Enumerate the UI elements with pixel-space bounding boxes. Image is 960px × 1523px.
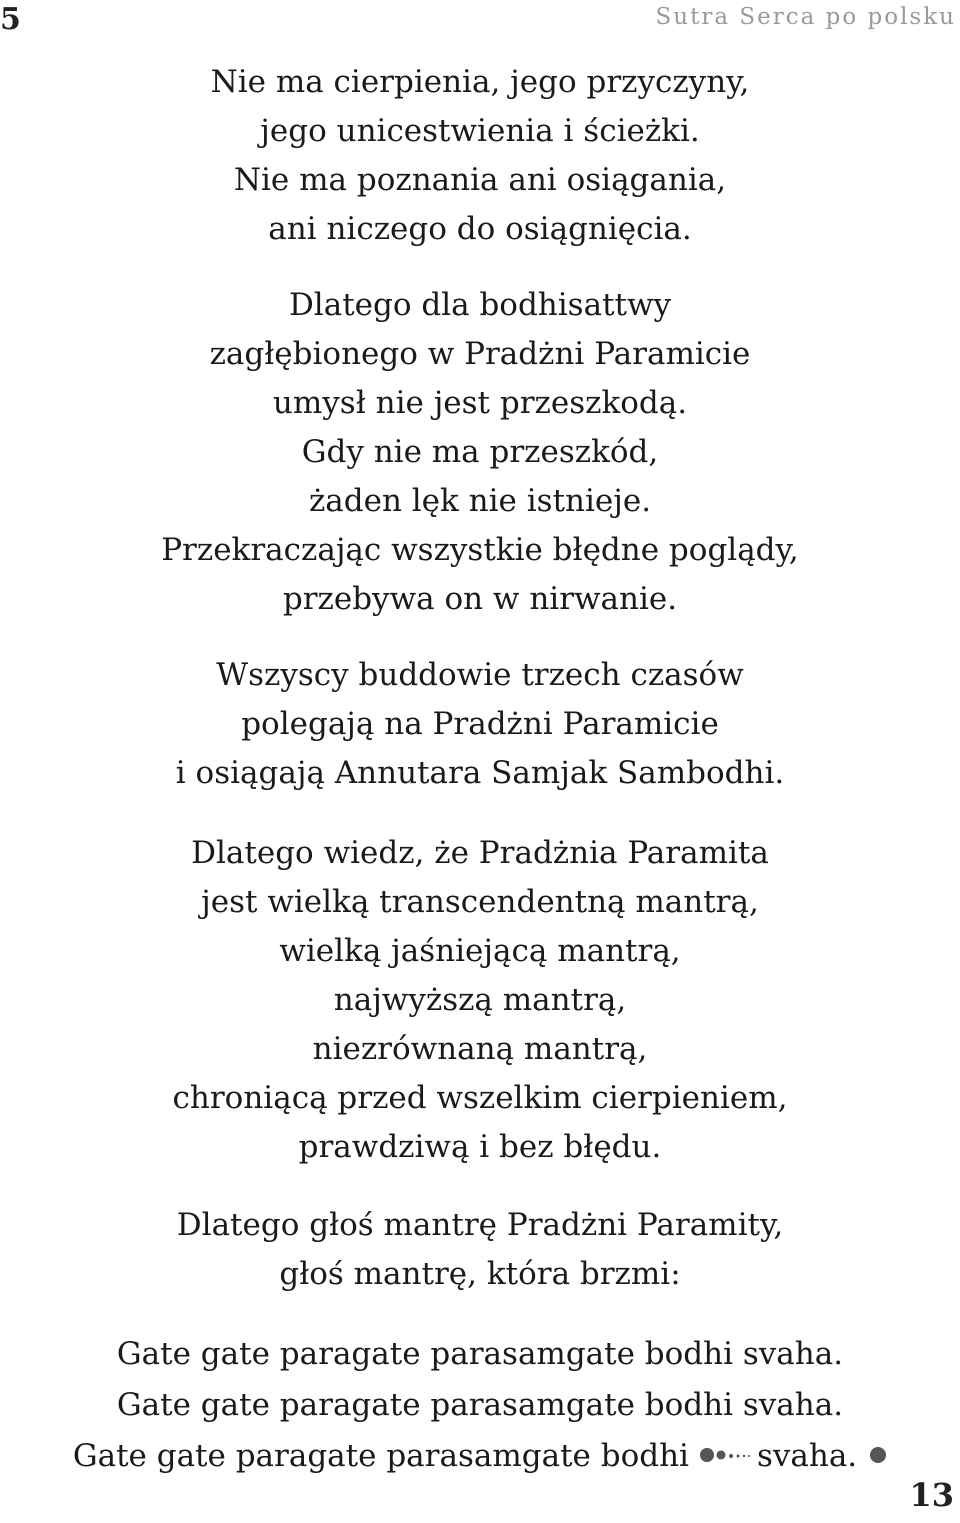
verse-line: wielką jaśniejącą mantrą,: [279, 933, 681, 969]
verse-line: Wszyscy buddowie trzech czasów: [216, 657, 744, 693]
stanza-2: [0, 281, 960, 624]
verse-line: Dlatego głoś mantrę Pradżni Paramity,: [176, 1207, 784, 1243]
poem-body: [0, 58, 960, 1482]
verse-line: Dlatego wiedz, że Pradżnia Paramita: [191, 835, 769, 871]
page-number-bottom: 13: [909, 1476, 954, 1514]
verse-line: i osiągają Annutara Samjak Sambodhi.: [175, 755, 785, 791]
running-title: Sutra Serca po polsku: [655, 4, 956, 30]
mantra-line-final: [0, 1431, 960, 1482]
verse-line: Przekraczając wszystkie błędne poglądy,: [161, 532, 799, 568]
verse-line: najwyższą mantrą,: [333, 982, 627, 1018]
stanza-gap: [0, 1299, 960, 1329]
verse-line: chroniącą przed wszelkim cierpieniem,: [172, 1080, 788, 1116]
stanza-5: [0, 1201, 960, 1299]
stanza-3: [0, 651, 960, 798]
stanza-gap: [0, 1172, 960, 1201]
page-number-top: 5: [0, 2, 21, 37]
verse-line: Gdy nie ma przeszkód,: [301, 434, 659, 470]
stanza-gap: [0, 254, 960, 281]
mantra-line: Gate gate paragate parasamgate bodhi svaha.: [116, 1387, 844, 1423]
verse-line: żaden lęk nie istnieje.: [308, 483, 652, 519]
mantra-stanza: [0, 1329, 960, 1482]
stanza-4: [0, 829, 960, 1172]
stanza-gap: [0, 624, 960, 651]
verse-line: umysł nie jest przeszkodą.: [272, 385, 688, 421]
verse-line: głoś mantrę, która brzmi:: [279, 1256, 681, 1292]
ellipsis-dots-icon: [699, 1447, 751, 1463]
verse-line: prawdziwą i bez błędu.: [298, 1129, 662, 1165]
verse-line: polegają na Pradżni Paramicie: [241, 706, 719, 742]
verse-line: przebywa on w nirwanie.: [282, 581, 678, 617]
verse-line: niezrównaną mantrą,: [312, 1031, 648, 1067]
mantra-line: Gate gate paragate parasamgate bodhi svaha.: [116, 1336, 844, 1372]
mantra-line-start: Gate gate paragate parasamgate bodhi: [72, 1438, 689, 1474]
verse-line: ani niczego do osiągnięcia.: [268, 211, 692, 247]
verse-line: jego unicestwienia i ścieżki.: [260, 113, 700, 149]
stanza-1: [0, 58, 960, 254]
mantra-line-end: svaha.: [756, 1438, 858, 1474]
end-dot-icon: [869, 1446, 887, 1464]
verse-line: Nie ma cierpienia, jego przyczyny,: [210, 64, 750, 100]
verse-line: Nie ma poznania ani osiągania,: [233, 162, 727, 198]
verse-line: Dlatego dla bodhisattwy: [288, 287, 672, 323]
verse-line: zagłębionego w Pradżni Paramicie: [209, 336, 751, 372]
stanza-gap: [0, 798, 960, 829]
verse-line: jest wielką transcendentną mantrą,: [201, 884, 759, 920]
